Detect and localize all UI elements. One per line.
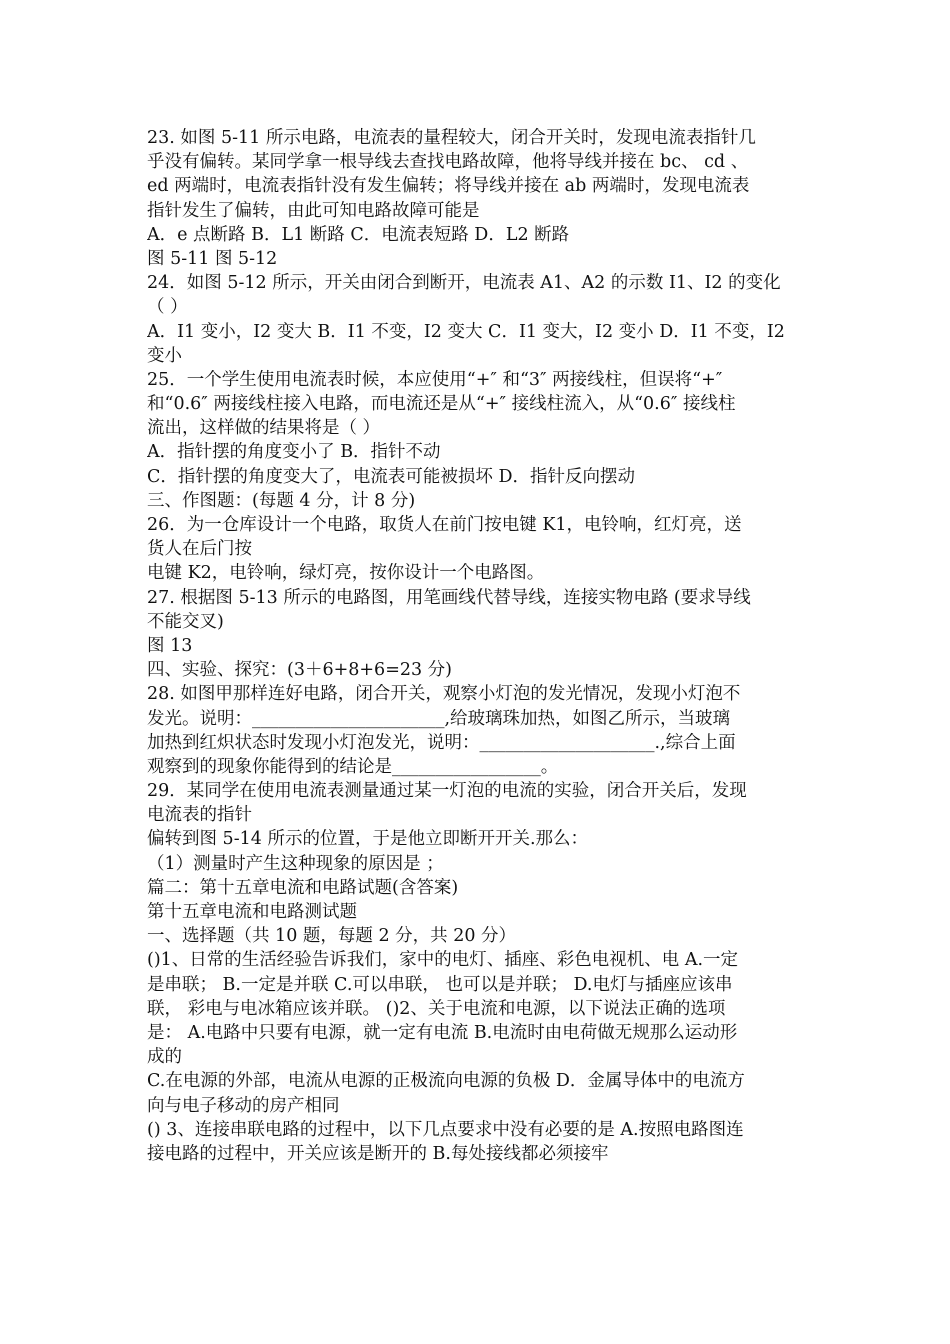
text-line: 电流表的指针 bbox=[147, 805, 252, 826]
text-line: A．I1 变小，I2 变大 B．I1 不变，I2 变大 C．I1 变大，I2 变小 D．I1 不变，I2 bbox=[147, 321, 785, 342]
text-line: C.在电源的外部，电流从电源的正极流向电源的负极 D．金属导体中的电流方 bbox=[147, 1071, 745, 1092]
text-line: 是串联； B.一定是并联 C.可以串联， 也可以是并联； D.电灯与插座应该串 bbox=[147, 974, 733, 995]
text-line: C．指针摆的角度变大了，电流表可能被损坏 D．指针反向摆动 bbox=[147, 466, 635, 487]
text-line: 加热到红炽状态时发现小灯泡发光，说明：____________________.,综合上面 bbox=[147, 732, 736, 753]
section-heading: 三、作图题：(每题 4 分，计 8 分) bbox=[147, 490, 416, 511]
text-line: 和“0.6″ 两接线柱接入电路，而电流还是从“+″ 接线柱流入，从“0.6″ 接线柱 bbox=[147, 394, 736, 415]
text-line: 乎没有偏转。某同学拿一根导线去查找电路故障，他将导线并接在 bc、 cd 、 bbox=[147, 152, 749, 173]
text-line: 28. 如图甲那样连好电路，闭合开关，观察小灯泡的发光情况，发现小灯泡不 bbox=[147, 684, 741, 705]
text-line: 27. 根据图 5-13 所示的电路图，用笔画线代替导线，连接实物电路 (要求导线 bbox=[147, 587, 751, 608]
text-line: 24．如图 5-12 所示，开关由闭合到断开，电流表 A1、A2 的示数 I1、I2 的变化 bbox=[147, 273, 781, 294]
text-line: （1）测量时产生这种现象的原因是 ； bbox=[147, 853, 444, 874]
text-line: 流出，这样做的结果将是（ ） bbox=[147, 418, 381, 439]
text-line: 接电路的过程中，开关应该是断开的 B.每处接线都必须接牢 bbox=[147, 1143, 609, 1164]
text-line: 23. 如图 5-11 所示电路，电流表的量程较大，闭合开关时，发现电流表指针几 bbox=[147, 128, 756, 148]
text-line: 联， 彩电与电冰箱应该并联。 ()2、关于电流和电源，以下说法正确的选项 bbox=[147, 998, 726, 1019]
text-line: （ ） bbox=[147, 297, 188, 318]
section-heading: 第十五章电流和电路测试题 bbox=[147, 902, 357, 922]
text-line: 不能交叉) bbox=[147, 611, 224, 632]
text-line: A．指针摆的角度变小了 B．指针不动 bbox=[147, 442, 441, 463]
text-line: 偏转到图 5-14 所示的位置，于是他立即断开开关.那么： bbox=[147, 829, 589, 850]
text-line: ed 两端时，电流表指针没有发生偏转；将导线并接在 ab 两端时，发现电流表 bbox=[147, 176, 750, 197]
text-line: 货人在后门按 bbox=[147, 539, 252, 560]
text-line: 25．一个学生使用电流表时候，本应使用“+″ 和“3″ 两接线柱，但误将“+″ bbox=[147, 369, 723, 390]
text-line: () 3、连接串联电路的过程中，以下几点要求中没有必要的是 A.按照电路图连 bbox=[147, 1119, 744, 1140]
text-line: 成的 bbox=[147, 1047, 182, 1068]
figure-caption: 图 13 bbox=[147, 635, 193, 656]
text-line: 电键 K2，电铃响，绿灯亮，按你设计一个电路图。 bbox=[147, 563, 545, 584]
figure-caption: 图 5-11 图 5-12 bbox=[147, 248, 278, 269]
text-line: 发光。说明：______________________,给玻璃珠加热，如图乙所示，当玻璃 bbox=[147, 708, 731, 729]
text-line: 29．某同学在使用电流表测量通过某一灯泡的电流的实验，闭合开关后，发现 bbox=[147, 781, 747, 802]
text-line: ()1、日常的生活经验告诉我们，家中的电灯、插座、彩色电视机、电 A.一定 bbox=[147, 950, 739, 971]
section-heading: 一、选择题（共 10 题，每题 2 分，共 20 分） bbox=[147, 926, 517, 947]
document-body bbox=[147, 126, 805, 1166]
text-line: A．e 点断路 B．L1 断路 C．电流表短路 D．L2 断路 bbox=[147, 224, 570, 245]
text-line: 指针发生了偏转，由此可知电路故障可能是 bbox=[147, 200, 480, 221]
section-heading: 篇二：第十五章电流和电路试题(含答案) bbox=[147, 877, 459, 898]
section-heading: 四、实验、探究：(3＋6+8+6=23 分) bbox=[147, 660, 453, 681]
text-line: 是： A.电路中只要有电源，就一定有电流 B.电流时由电荷做无规那么运动形 bbox=[147, 1022, 738, 1043]
text-line: 26．为一仓库设计一个电路，取货人在前门按电键 K1，电铃响，红灯亮，送 bbox=[147, 515, 742, 535]
text-line: 向与电子移动的房产相同 bbox=[147, 1095, 340, 1116]
text-line: 观察到的现象你能得到的结论是_________________。 bbox=[147, 756, 559, 777]
text-line: 变小 bbox=[147, 345, 182, 366]
